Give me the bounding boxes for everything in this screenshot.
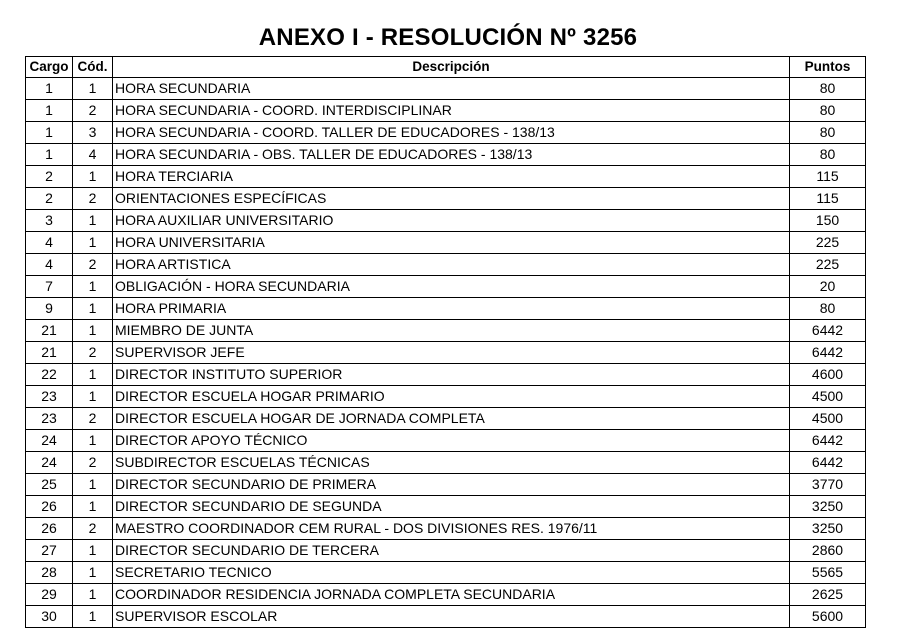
cell-cod: 1 xyxy=(73,496,113,518)
table-header-row xyxy=(26,57,866,78)
cell-puntos: 2625 xyxy=(790,584,866,606)
cell-cargo: 22 xyxy=(26,364,73,386)
cell-puntos: 80 xyxy=(790,100,866,122)
table-row xyxy=(26,496,866,518)
cell-cargo: 24 xyxy=(26,452,73,474)
cell-descripcion: HORA TERCIARIA xyxy=(113,166,790,188)
cell-descripcion: DIRECTOR SECUNDARIO DE PRIMERA xyxy=(113,474,790,496)
cell-cargo: 28 xyxy=(26,562,73,584)
cell-puntos: 6442 xyxy=(790,430,866,452)
cell-cargo: 4 xyxy=(26,254,73,276)
cell-cargo: 21 xyxy=(26,342,73,364)
cell-puntos: 3250 xyxy=(790,496,866,518)
cell-descripcion: HORA ARTISTICA xyxy=(113,254,790,276)
cell-descripcion: HORA SECUNDARIA - OBS. TALLER DE EDUCADORES - 138/13 xyxy=(113,144,790,166)
cell-cargo: 1 xyxy=(26,78,73,100)
table-row xyxy=(26,144,866,166)
cell-cod: 2 xyxy=(73,342,113,364)
table-row xyxy=(26,518,866,540)
cell-cod: 1 xyxy=(73,430,113,452)
cell-cargo: 29 xyxy=(26,584,73,606)
cell-descripcion: SECRETARIO TECNICO xyxy=(113,562,790,584)
table-row xyxy=(26,386,866,408)
cell-cod: 2 xyxy=(73,452,113,474)
cell-descripcion: MIEMBRO DE JUNTA xyxy=(113,320,790,342)
column-header-cod: Cód. xyxy=(73,57,113,78)
cell-cod: 2 xyxy=(73,518,113,540)
cell-cod: 2 xyxy=(73,254,113,276)
cell-cod: 1 xyxy=(73,386,113,408)
cell-descripcion: HORA SECUNDARIA - COORD. TALLER DE EDUCADORES - 138/13 xyxy=(113,122,790,144)
cell-cod: 3 xyxy=(73,122,113,144)
cell-puntos: 225 xyxy=(790,254,866,276)
cell-cargo: 2 xyxy=(26,166,73,188)
cell-descripcion: DIRECTOR ESCUELA HOGAR PRIMARIO xyxy=(113,386,790,408)
cell-cargo: 1 xyxy=(26,144,73,166)
points-table xyxy=(25,56,866,628)
cell-cod: 4 xyxy=(73,144,113,166)
cell-puntos: 5565 xyxy=(790,562,866,584)
cell-cargo: 23 xyxy=(26,386,73,408)
cell-puntos: 20 xyxy=(790,276,866,298)
cell-descripcion: ORIENTACIONES ESPECÍFICAS xyxy=(113,188,790,210)
table-row xyxy=(26,540,866,562)
table-body xyxy=(26,78,866,628)
cell-descripcion: DIRECTOR APOYO TÉCNICO xyxy=(113,430,790,452)
cell-descripcion: HORA AUXILIAR UNIVERSITARIO xyxy=(113,210,790,232)
cell-cod: 2 xyxy=(73,188,113,210)
cell-descripcion: HORA PRIMARIA xyxy=(113,298,790,320)
cell-descripcion: DIRECTOR SECUNDARIO DE SEGUNDA xyxy=(113,496,790,518)
cell-cod: 2 xyxy=(73,100,113,122)
cell-descripcion: OBLIGACIÓN - HORA SECUNDARIA xyxy=(113,276,790,298)
cell-puntos: 115 xyxy=(790,188,866,210)
cell-cod: 1 xyxy=(73,232,113,254)
cell-cargo: 9 xyxy=(26,298,73,320)
cell-puntos: 80 xyxy=(790,78,866,100)
cell-cod: 1 xyxy=(73,364,113,386)
cell-puntos: 5600 xyxy=(790,606,866,628)
cell-cargo: 30 xyxy=(26,606,73,628)
column-header-descripcion: Descripción xyxy=(113,57,790,78)
cell-descripcion: COORDINADOR RESIDENCIA JORNADA COMPLETA SECUNDARIA xyxy=(113,584,790,606)
table-row xyxy=(26,232,866,254)
cell-descripcion: DIRECTOR INSTITUTO SUPERIOR xyxy=(113,364,790,386)
table-row xyxy=(26,474,866,496)
cell-cod: 1 xyxy=(73,298,113,320)
page-title: ANEXO I - RESOLUCIÓN Nº 3256 xyxy=(258,24,638,51)
cell-cod: 1 xyxy=(73,166,113,188)
cell-puntos: 150 xyxy=(790,210,866,232)
table-row xyxy=(26,100,866,122)
table-row xyxy=(26,254,866,276)
cell-puntos: 4500 xyxy=(790,386,866,408)
cell-cargo: 3 xyxy=(26,210,73,232)
cell-cod: 1 xyxy=(73,210,113,232)
table-row xyxy=(26,562,866,584)
cell-cargo: 26 xyxy=(26,518,73,540)
table-row xyxy=(26,122,866,144)
cell-puntos: 225 xyxy=(790,232,866,254)
table-row xyxy=(26,210,866,232)
cell-cod: 1 xyxy=(73,584,113,606)
table-row xyxy=(26,408,866,430)
cell-puntos: 6442 xyxy=(790,452,866,474)
cell-cod: 1 xyxy=(73,540,113,562)
table-row xyxy=(26,606,866,628)
cell-cod: 1 xyxy=(73,562,113,584)
cell-cargo: 7 xyxy=(26,276,73,298)
cell-puntos: 4600 xyxy=(790,364,866,386)
cell-descripcion: DIRECTOR SECUNDARIO DE TERCERA xyxy=(113,540,790,562)
cell-cargo: 25 xyxy=(26,474,73,496)
cell-cargo: 23 xyxy=(26,408,73,430)
cell-descripcion: SUPERVISOR ESCOLAR xyxy=(113,606,790,628)
column-header-cargo: Cargo xyxy=(26,57,73,78)
table-row xyxy=(26,298,866,320)
table-row xyxy=(26,166,866,188)
cell-cargo: 2 xyxy=(26,188,73,210)
cell-cargo: 26 xyxy=(26,496,73,518)
cell-cod: 1 xyxy=(73,474,113,496)
table-row xyxy=(26,430,866,452)
cell-puntos: 80 xyxy=(790,122,866,144)
cell-descripcion: DIRECTOR ESCUELA HOGAR DE JORNADA COMPLETA xyxy=(113,408,790,430)
cell-puntos: 2860 xyxy=(790,540,866,562)
cell-descripcion: HORA SECUNDARIA - COORD. INTERDISCIPLINAR xyxy=(113,100,790,122)
cell-descripcion: SUPERVISOR JEFE xyxy=(113,342,790,364)
cell-descripcion: HORA SECUNDARIA xyxy=(113,78,790,100)
cell-puntos: 3250 xyxy=(790,518,866,540)
table-row xyxy=(26,320,866,342)
cell-descripcion: SUBDIRECTOR ESCUELAS TÉCNICAS xyxy=(113,452,790,474)
table-row xyxy=(26,364,866,386)
table-row xyxy=(26,188,866,210)
cell-cod: 2 xyxy=(73,408,113,430)
cell-cargo: 1 xyxy=(26,100,73,122)
cell-cargo: 4 xyxy=(26,232,73,254)
cell-cod: 1 xyxy=(73,606,113,628)
cell-descripcion: HORA UNIVERSITARIA xyxy=(113,232,790,254)
cell-puntos: 80 xyxy=(790,298,866,320)
cell-cod: 1 xyxy=(73,276,113,298)
cell-puntos: 6442 xyxy=(790,320,866,342)
table-row xyxy=(26,276,866,298)
cell-puntos: 3770 xyxy=(790,474,866,496)
cell-puntos: 6442 xyxy=(790,342,866,364)
cell-cargo: 27 xyxy=(26,540,73,562)
cell-descripcion: MAESTRO COORDINADOR CEM RURAL - DOS DIVISIONES RES. 1976/11 xyxy=(113,518,790,540)
cell-cargo: 21 xyxy=(26,320,73,342)
cell-puntos: 4500 xyxy=(790,408,866,430)
table-row xyxy=(26,78,866,100)
cell-puntos: 80 xyxy=(790,144,866,166)
cell-cargo: 24 xyxy=(26,430,73,452)
cell-puntos: 115 xyxy=(790,166,866,188)
table-row xyxy=(26,452,866,474)
cell-cargo: 1 xyxy=(26,122,73,144)
table-row xyxy=(26,342,866,364)
cell-cod: 1 xyxy=(73,320,113,342)
column-header-puntos: Puntos xyxy=(790,57,866,78)
table-row xyxy=(26,584,866,606)
cell-cod: 1 xyxy=(73,78,113,100)
